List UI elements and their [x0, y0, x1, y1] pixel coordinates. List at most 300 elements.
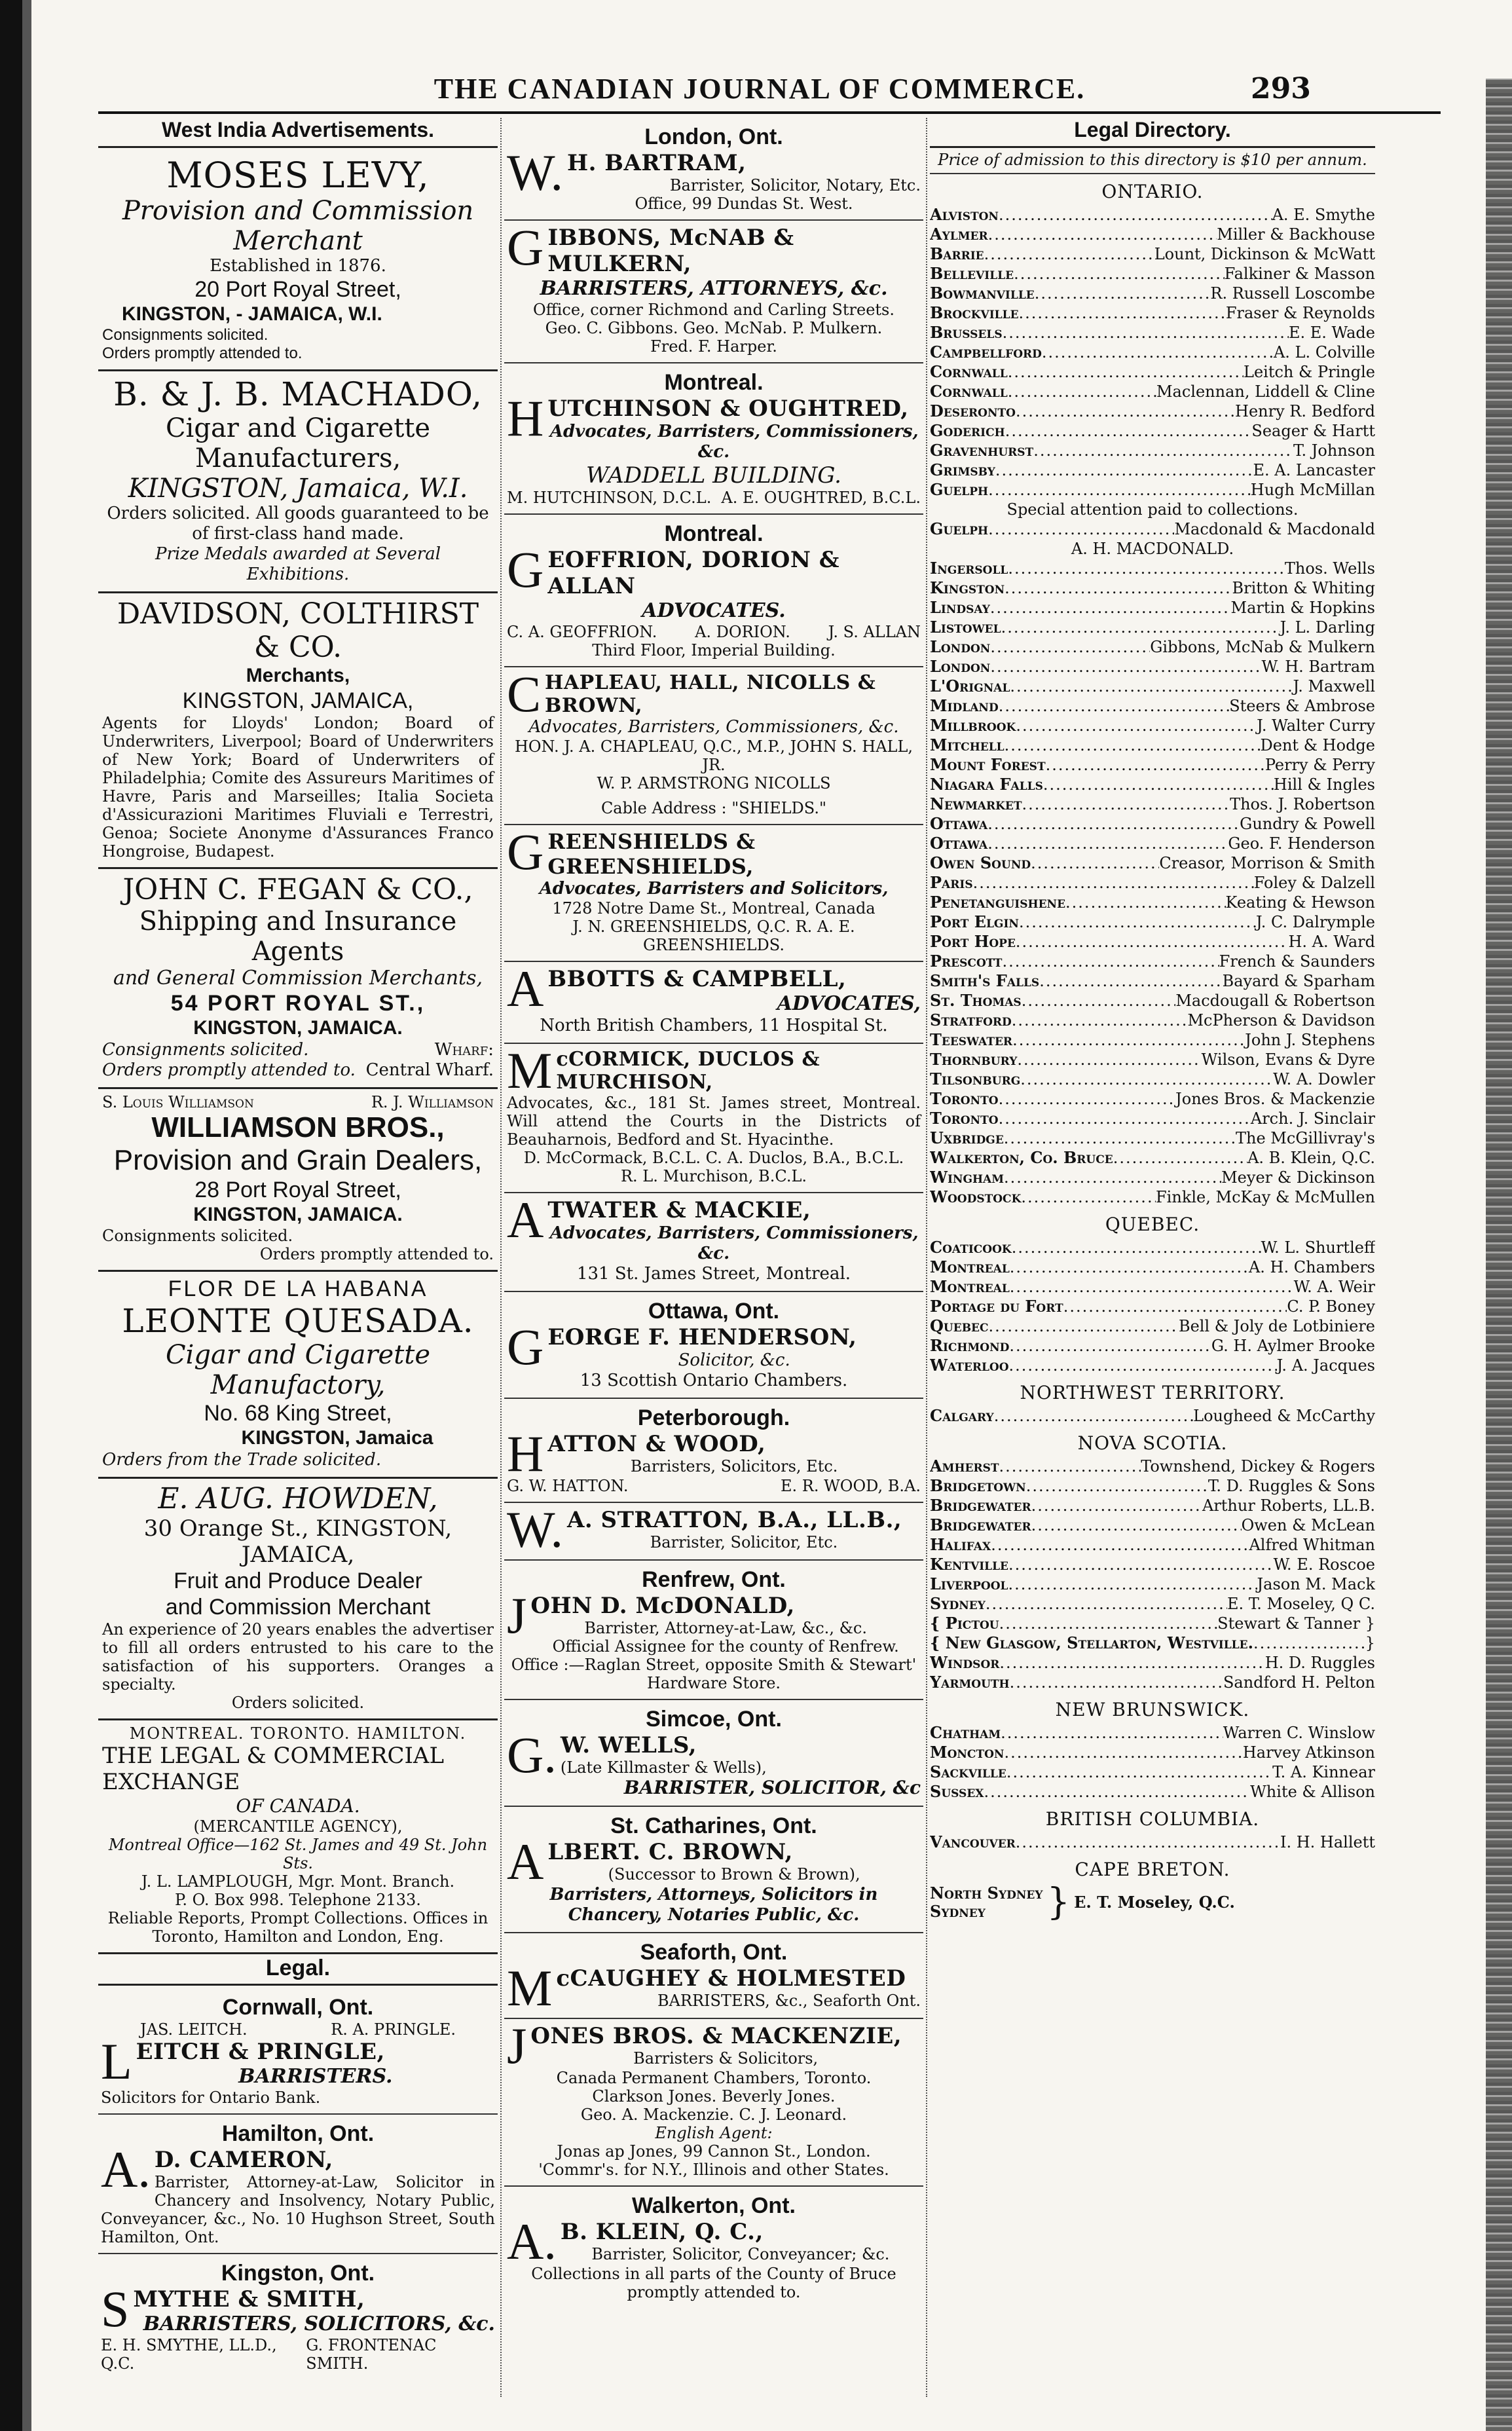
- ad-note: Orders promptly attended to.: [102, 344, 303, 362]
- directory-row: [930, 794, 1375, 814]
- ad-trade: Cigar and Cigarette Manufacturers,: [165, 413, 431, 473]
- directory-row: [930, 1535, 1375, 1555]
- leader-dots: [990, 598, 1231, 618]
- directory-row: [930, 775, 1375, 794]
- ad-address: 20 Port Royal Street,: [194, 277, 401, 302]
- directory-town: Liverpool: [930, 1574, 1008, 1593]
- leader-dots: [1031, 1515, 1242, 1535]
- directory-name: Macdougall & Robertson: [1175, 992, 1375, 1010]
- card-partners: W. P. ARMSTRONG NICOLLS: [597, 774, 831, 792]
- directory-row: [930, 735, 1375, 755]
- directory-row: [930, 1168, 1375, 1187]
- card-city: St. Catharines, Ont.: [610, 1813, 817, 1838]
- directory-name: I. H. Hallett: [1280, 1833, 1375, 1851]
- card-agent: Jonas ap Jones, 99 Cannon St., London.: [557, 2142, 871, 2161]
- directory-row: [930, 716, 1375, 735]
- column-rule-2: [926, 118, 927, 2397]
- directory-town: Brussels: [930, 323, 1003, 342]
- directory-price-note: Price of admission to this directory is $10 per annum.: [930, 151, 1375, 174]
- card-office: Office, corner Richmond and Carling Streets.: [533, 301, 894, 319]
- card-name: H. BARTRAM,: [566, 150, 747, 176]
- leader-dots: [1113, 1148, 1247, 1168]
- leader-dots: [1016, 932, 1289, 952]
- leader-dots: [1042, 343, 1274, 362]
- directory-row: [930, 1723, 1375, 1743]
- directory-row: [930, 441, 1375, 460]
- section-title: West India Advertisements.: [98, 118, 498, 148]
- card-cameron: [98, 2115, 498, 2254]
- card-klein: [504, 2187, 923, 2308]
- directory-town: Ottawa: [930, 814, 988, 833]
- directory-town: Sackville: [930, 1762, 1006, 1781]
- ad-fegan: [98, 869, 498, 1089]
- directory-name: Special attention paid to collections.: [1006, 500, 1299, 519]
- drop-initial: A.: [507, 2213, 557, 2270]
- directory-name: G. H. Aylmer Brooke: [1211, 1337, 1375, 1355]
- card-mcdonald: [504, 1561, 923, 1700]
- ad-note: Orders promptly attended to.: [102, 1060, 356, 1080]
- directory-name: Alfred Whitman: [1249, 1536, 1375, 1554]
- ad-text: Agents for Lloyds' London; Board of Underwriters, Liverpool; Board of Underwriters of New York; Board of Underwriters of Philadelphia; Comite des Assureurs Maritimes of Havre, Paris and Marseilles; Italia Societa d'Assicurazioni Maritimes Fluviali e Terrestri, Genoa; Societe Anonyme d'Assurances Franco Hongroise, Budapest.: [102, 714, 494, 861]
- leader-dots: [1005, 735, 1261, 755]
- drop-initial: H: [507, 390, 544, 447]
- ad-davidson: [98, 593, 498, 869]
- card-atwater: [504, 1193, 923, 1292]
- directory-row: [930, 1297, 1375, 1316]
- directory-row: [930, 323, 1375, 343]
- card-city: Cornwall, Ont.: [222, 1995, 374, 2020]
- leader-dots: [1019, 912, 1256, 932]
- directory-name: Steers & Ambrose: [1229, 697, 1375, 715]
- directory-row: [930, 1743, 1375, 1762]
- card-stratton: [504, 1503, 923, 1561]
- ad-trade: Provision and Commission Merchant: [122, 196, 474, 256]
- directory-name: Gundry & Powell: [1240, 815, 1375, 833]
- directory-row: [930, 1457, 1375, 1476]
- card-role: BARRISTER, SOLICITOR, &c: [623, 1777, 921, 1798]
- directory-name: McPherson & Davidson: [1187, 1011, 1375, 1030]
- drop-initial: S: [101, 2280, 130, 2337]
- directory-row: [930, 382, 1375, 401]
- directory-row: [930, 1673, 1375, 1692]
- drop-initial: H: [507, 1425, 544, 1482]
- ad-city: KINGSTON, Jamaica, W.I.: [128, 473, 468, 504]
- directory-row: [930, 539, 1375, 559]
- directory-row: [930, 1832, 1375, 1852]
- directory-row: [930, 1336, 1375, 1356]
- directory-name: The McGillivray's: [1236, 1129, 1375, 1147]
- card-role: Barrister, Solicitor, Etc.: [650, 1533, 838, 1551]
- directory-row: [930, 893, 1375, 912]
- leader-dots: [987, 834, 1228, 853]
- leader-dots: [987, 814, 1240, 834]
- directory-town: Cornwall: [930, 382, 1008, 401]
- directory-town: Montreal: [930, 1257, 1010, 1276]
- drop-initial: M: [507, 1042, 553, 1099]
- directory-row: [930, 1316, 1375, 1336]
- column-rule-1: [500, 118, 502, 2397]
- column-west-india: [98, 118, 498, 2403]
- card-name: W. WELLS,: [560, 1732, 697, 1758]
- directory-row: [930, 1238, 1375, 1257]
- drop-initial: L: [101, 2033, 132, 2090]
- ad-city: KINGSTON, JAMAICA,: [182, 688, 414, 713]
- card-partners: J. N. GREENSHIELDS, Q.C. R. A. E. GREENSHIELDS.: [572, 918, 855, 954]
- directory-name: J. Maxwell: [1293, 677, 1375, 696]
- directory-town: Newmarket: [930, 794, 1022, 813]
- directory-town: Tilsonburg: [930, 1069, 1021, 1088]
- ad-text: An experience of 20 years enables the advertiser to fill all orders entrusted to his care to the satisfaction of his supporters. Oranges a specialty.: [102, 1620, 494, 1694]
- leader-dots: [999, 205, 1272, 225]
- directory-row: [930, 1653, 1375, 1673]
- directory-name: Seager & Hartt: [1251, 422, 1375, 440]
- directory-town: Uxbridge: [930, 1128, 1004, 1147]
- directory-town: Windsor: [930, 1653, 1000, 1672]
- drop-initial: G: [507, 823, 544, 880]
- leader-dots: [999, 1109, 1251, 1128]
- card-mccaughey: [504, 1933, 923, 2019]
- directory-row: [930, 1762, 1375, 1782]
- directory-town: Owen Sound: [930, 853, 1031, 872]
- card-note: Solicitors for Ontario Bank.: [101, 2088, 321, 2107]
- directory-town: Bowmanville: [930, 284, 1035, 303]
- directory-name: Martin & Hopkins: [1230, 599, 1375, 617]
- card-partners: HON. J. A. CHAPLEAU, Q.C., M.P., JOHN S. HALL, JR.: [514, 737, 913, 774]
- directory-town: North Sydney: [930, 1884, 1043, 1902]
- directory-row: [930, 873, 1375, 893]
- directory-name: A. L. Colville: [1273, 343, 1375, 362]
- card-role: Barrister, Attorney-at-Law, &c., &c.: [584, 1619, 868, 1637]
- directory-name: Warren C. Winslow: [1223, 1724, 1375, 1742]
- directory-name: Bayard & Sparham: [1222, 972, 1375, 990]
- ad-moses-levy: [98, 151, 498, 371]
- ad-text: Reliable Reports, Prompt Collections. Offices in Toronto, Hamilton and London, Eng.: [107, 1909, 489, 1946]
- directory-name: W. L. Shurtleff: [1261, 1238, 1375, 1257]
- directory-name: French & Saunders: [1219, 952, 1375, 971]
- card-text: Barrister, Attorney-at-Law, Solicitor in Chancery and Insolvency, Notary Public, Conveyancer, &c., No. 10 Hughson Street, South Hamilton, Ont.: [101, 2173, 495, 2246]
- leader-dots: [1010, 1673, 1223, 1692]
- directory-row: [930, 500, 1375, 519]
- ad-office: Montreal Office—162 St. James and 49 St. John Sts.: [108, 1836, 488, 1872]
- province-heading: NOVA SCOTIA.: [1077, 1432, 1228, 1454]
- card-role: BARRISTERS, SOLICITORS, &c.: [143, 2312, 495, 2335]
- drop-initial: G: [507, 541, 544, 598]
- directory-row: [930, 912, 1375, 932]
- directory-list: [930, 181, 1375, 1880]
- directory-town: London: [930, 637, 991, 656]
- directory-row: [930, 1406, 1375, 1426]
- card-city: Walkerton, Ont.: [632, 2193, 796, 2218]
- leader-dots: [1016, 716, 1257, 735]
- directory-town: Prescott: [930, 952, 1003, 971]
- ad-established: Established in 1876.: [210, 256, 386, 276]
- ad-legal-exchange: [98, 1720, 498, 1954]
- card-city: Peterborough.: [637, 1405, 790, 1430]
- card-role: Advocates, Barristers, Commissioners, &c.: [549, 422, 919, 462]
- leader-dots: [1002, 952, 1219, 971]
- province-heading: NORTHWEST TERRITORY.: [1020, 1382, 1285, 1403]
- card-assignee: Official Assignee for the county of Renfrew.: [552, 1637, 899, 1656]
- card-chapleau: [504, 667, 923, 825]
- directory-row: [930, 952, 1375, 971]
- leader-dots: [1005, 578, 1232, 598]
- directory-town: Sydney: [930, 1902, 986, 1921]
- card-name: ATTON & WOOD,: [547, 1431, 766, 1457]
- ad-address: 54 PORT ROYAL ST.,: [170, 991, 426, 1016]
- directory-name: A. E. Smythe: [1272, 206, 1375, 224]
- leader-dots: [994, 1406, 1193, 1426]
- card-comm: 'Commr's. for N.Y., Illinois and other States.: [538, 2161, 889, 2179]
- card-name: ONES BROS. & MACKENZIE,: [530, 2023, 902, 2049]
- directory-town: Midland: [930, 696, 999, 715]
- directory-row: [930, 1257, 1375, 1277]
- directory-name: John J. Stephens: [1245, 1031, 1375, 1049]
- directory-name: A. H. MACDONALD.: [1071, 540, 1234, 558]
- directory-town: Quebec: [930, 1316, 989, 1335]
- directory-row: [930, 1782, 1375, 1802]
- leader-dots: [1022, 794, 1230, 814]
- directory-name: T. Johnson: [1293, 441, 1375, 460]
- directory-name: E. T. Moseley, Q C.: [1226, 1595, 1375, 1613]
- province-heading: NEW BRUNSWICK.: [1055, 1699, 1250, 1720]
- card-address: 131 St. James Street, Montreal.: [576, 1264, 851, 1284]
- directory-row: [930, 303, 1375, 323]
- directory-row: [930, 519, 1375, 539]
- directory-name: Sandford H. Pelton: [1223, 1673, 1375, 1692]
- ad-name: WILLIAMSON BROS.,: [151, 1111, 445, 1143]
- directory-row: [930, 1574, 1375, 1594]
- directory-name: J. A. Jacques: [1276, 1356, 1375, 1375]
- card-jones-bros: [504, 2019, 923, 2187]
- leader-dots: [1004, 1743, 1242, 1762]
- ad-name: B. & J. B. MACHADO,: [113, 375, 483, 413]
- drop-initial: G: [507, 1318, 544, 1375]
- leader-dots: [986, 1594, 1227, 1614]
- ad-city: KINGSTON, JAMAICA.: [193, 1017, 403, 1039]
- directory-name: Finkle, McKay & McMullen: [1156, 1188, 1375, 1206]
- drop-initial: M: [507, 1959, 553, 2016]
- card-role: BARRISTERS, &c., Seaforth Ont.: [657, 1992, 921, 2010]
- directory-town: Grimsby: [930, 460, 995, 479]
- directory-name: White & Allison: [1250, 1783, 1375, 1801]
- directory-row: [930, 460, 1375, 480]
- card-partner: E. R. WOOD, B.A.: [781, 1477, 921, 1495]
- directory-row: [930, 1069, 1375, 1089]
- leader-dots: [1031, 1496, 1202, 1515]
- leader-dots: [1033, 441, 1293, 460]
- ad-city: KINGSTON, - JAMAICA, W.I.: [122, 303, 382, 325]
- card-building: WADDELL BUILDING.: [586, 462, 841, 489]
- leader-dots: [1039, 971, 1222, 991]
- directory-town: Mitchell: [930, 735, 1005, 754]
- card-partners: D. McCormack, B.C.L. C. A. Duclos, B.A., B.C.L.: [523, 1149, 904, 1167]
- ad-name: MOSES LEVY,: [166, 155, 430, 196]
- directory-town: Sussex: [930, 1782, 984, 1801]
- directory-town: Penetanguishene: [930, 893, 1066, 912]
- card-name: TWATER & MACKIE,: [547, 1197, 811, 1223]
- directory-row: [930, 343, 1375, 362]
- directory-town: Teeswater: [930, 1030, 1013, 1049]
- ad-trade: Merchants,: [246, 665, 350, 686]
- directory-town: Portage du Fort: [930, 1297, 1063, 1316]
- card-office: Office, 99 Dundas St. West.: [635, 195, 853, 213]
- drop-initial: G.: [507, 1726, 557, 1783]
- leader-dots: [1022, 991, 1176, 1011]
- directory-row: [930, 1030, 1375, 1050]
- header-rule: [98, 111, 1441, 114]
- directory-row: [930, 1476, 1375, 1496]
- card-geoffrion: [504, 515, 923, 667]
- leader-dots: [1009, 1336, 1211, 1356]
- card-partner: A. E. OUGHTRED, B.C.L.: [721, 489, 921, 507]
- leader-dots: [1012, 1238, 1261, 1257]
- card-sub: (Late Killmaster & Wells),: [560, 1758, 767, 1777]
- leader-dots: [999, 1653, 1264, 1673]
- card-city: Montreal.: [664, 521, 764, 546]
- directory-town: Kentville: [930, 1555, 1009, 1574]
- directory-name: W. A. Weir: [1293, 1278, 1375, 1296]
- directory-town: Bridgewater: [930, 1515, 1031, 1534]
- ad-partner: R. J. Williamson: [371, 1093, 494, 1111]
- leader-dots: [991, 1535, 1249, 1555]
- card-name: cCORMICK, DUCLOS & MURCHISON,: [556, 1048, 821, 1094]
- ad-quesada: [98, 1272, 498, 1479]
- directory-name: Hill & Ingles: [1273, 775, 1375, 794]
- directory-name: W. E. Roscoe: [1273, 1555, 1375, 1574]
- directory-town: Bridgetown: [930, 1476, 1026, 1495]
- directory-name: J. Walter Curry: [1257, 716, 1375, 735]
- card-brown: [504, 1807, 923, 1933]
- directory-town: { New Glasgow, Stellarton, Westville.: [930, 1633, 1253, 1652]
- directory-town: Wingham: [930, 1168, 1005, 1187]
- ad-address: 28 Port Royal Street,: [194, 1178, 401, 1202]
- card-address: North British Chambers, 11 Hospital St.: [540, 1016, 888, 1035]
- directory-town: Sydney: [930, 1594, 986, 1613]
- directory-row: [930, 1356, 1375, 1375]
- ad-note: Wharf:: [434, 1040, 494, 1060]
- directory-row: [930, 1496, 1375, 1515]
- directory-name: Townshend, Dickey & Rogers: [1141, 1457, 1375, 1475]
- card-name: cCAUGHEY & HOLMESTED: [556, 1965, 906, 1992]
- directory-name: Miller & Backhouse: [1217, 225, 1375, 244]
- leader-dots: [1010, 677, 1293, 696]
- ad-name: LEONTE QUESADA.: [122, 1302, 474, 1340]
- directory-row: [930, 1614, 1375, 1633]
- directory-town: L'Orignal: [930, 677, 1010, 696]
- directory-row: [930, 618, 1375, 637]
- directory-town: Coaticook: [930, 1238, 1012, 1257]
- province-heading: BRITISH COLUMBIA.: [1045, 1808, 1260, 1830]
- directory-row: [930, 362, 1375, 382]
- province-heading: CAPE BRETON.: [1075, 1859, 1230, 1880]
- card-partners: Fred. F. Harper.: [650, 337, 777, 356]
- directory-row: [930, 637, 1375, 657]
- directory-row: [930, 480, 1375, 500]
- column-legal-cards: [504, 118, 923, 2403]
- directory-row: [930, 853, 1375, 873]
- directory-row: [930, 834, 1375, 853]
- leader-dots: [1008, 362, 1244, 382]
- directory-town: Alviston: [930, 205, 999, 224]
- ad-trade: Shipping and Insurance Agents: [139, 906, 457, 967]
- directory-name: E. T. Moseley, Q.C.: [1074, 1893, 1235, 1912]
- card-partner: A. DORION.: [695, 623, 790, 641]
- card-partners: R. L. Murchison, B.C.L.: [620, 1167, 807, 1185]
- column-legal-directory: [930, 118, 1375, 2403]
- scan-edge-left: [0, 0, 22, 2431]
- directory-name: Henry R. Bedford: [1235, 402, 1375, 420]
- card-address: 13 Scottish Ontario Chambers.: [580, 1371, 848, 1390]
- directory-name: W. H. Bartram: [1261, 658, 1375, 676]
- directory-row: [930, 1148, 1375, 1168]
- leader-dots: [1031, 853, 1159, 873]
- ad-note: Consignments solicited.: [102, 1040, 309, 1060]
- leader-dots: [999, 1457, 1141, 1476]
- leader-dots: [1008, 1555, 1274, 1574]
- ad-name: THE LEGAL & COMMERCIAL EXCHANGE: [102, 1743, 445, 1795]
- directory-town: Thornbury: [930, 1050, 1018, 1069]
- directory-row: [930, 401, 1375, 421]
- leader-dots: [1012, 1011, 1188, 1030]
- drop-initial: W.: [507, 144, 563, 201]
- card-name: REENSHIELDS & GREENSHIELDS,: [547, 829, 756, 879]
- drop-initial: W.: [507, 1501, 563, 1558]
- leader-dots: [1008, 559, 1285, 578]
- directory-town: Toronto: [930, 1089, 999, 1108]
- leader-dots: [1001, 1723, 1223, 1743]
- ad-trade: Cigar and Cigarette Manufactory,: [165, 1340, 431, 1400]
- directory-row: [930, 244, 1375, 264]
- directory-name: J. C. Dalrymple: [1255, 913, 1375, 931]
- directory-town: Halifax: [930, 1535, 991, 1554]
- ad-name: E. AUG. HOWDEN,: [158, 1482, 438, 1515]
- card-wells: [504, 1700, 923, 1807]
- directory-name: Maclennan, Liddell & Cline: [1156, 382, 1375, 401]
- card-role: Barristers & Solicitors,: [633, 2049, 819, 2068]
- card-name: EITCH & PRINGLE,: [136, 2039, 385, 2065]
- ad-williamson: [98, 1089, 498, 1272]
- ad-howden: [98, 1479, 498, 1720]
- directory-row: [930, 1633, 1375, 1653]
- leader-dots: [1008, 1574, 1257, 1594]
- leader-dots: [1043, 775, 1274, 794]
- ad-name: DAVIDSON, COLTHIRST & CO.: [117, 597, 479, 664]
- directory-town: Port Elgin: [930, 912, 1019, 931]
- leader-dots: [999, 696, 1230, 716]
- directory-name: Arthur Roberts, LL.B.: [1202, 1496, 1375, 1515]
- directory-town: Millbrook: [930, 716, 1016, 735]
- card-partners: Geo. C. Gibbons. Geo. McNab. P. Mulkern.: [545, 319, 883, 337]
- directory-row: [930, 1089, 1375, 1109]
- card-partner: C. A. GEOFFRION.: [507, 623, 657, 641]
- leader-dots: [1020, 1069, 1273, 1089]
- directory-name: Wilson, Evans & Dyre: [1201, 1050, 1375, 1069]
- directory-row: [930, 932, 1375, 952]
- directory-name: Creasor, Morrison & Smith: [1159, 854, 1375, 872]
- card-henderson: [504, 1292, 923, 1399]
- directory-row: [930, 696, 1375, 716]
- ad-trade: Fruit and Produce Dealer: [174, 1568, 422, 1593]
- directory-town: Brockville: [930, 303, 1019, 322]
- directory-row: [930, 421, 1375, 441]
- directory-name: A. B. Klein, Q.C.: [1247, 1149, 1375, 1167]
- directory-row: [930, 1050, 1375, 1069]
- card-role: Advocates, Barristers and Solicitors,: [539, 879, 889, 899]
- directory-name: Dent & Hodge: [1260, 736, 1375, 754]
- directory-row: [930, 1109, 1375, 1128]
- directory-title: Legal Directory.: [930, 118, 1375, 148]
- directory-town: Kingston: [930, 578, 1005, 597]
